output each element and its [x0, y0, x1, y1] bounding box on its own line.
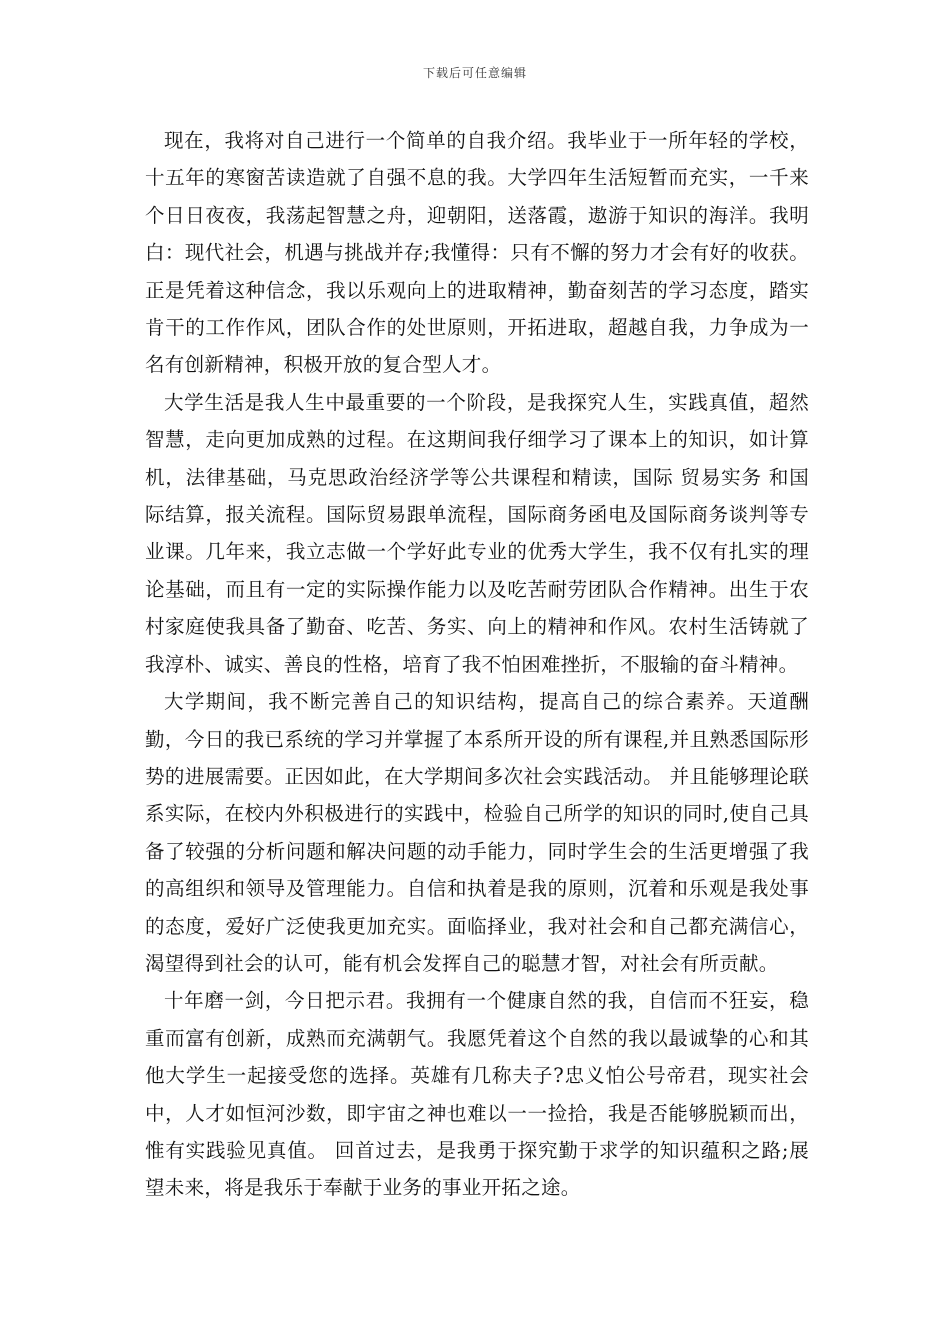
- page-header: 下载后可任意编辑: [422, 66, 527, 80]
- paragraph-3: 大学期间，我不断完善自己的知识结构，提高自己的综合素养。天道酬勤，今日的我已系统的学习并掌握了本系所开设的所有课程,并且熟悉国际形势的进展需要。正因如此，在大学期间多次社会实践活动。 并且能够理论联系实际，在校内外积极进行的实践中，检验自己所学的知识的同时,使自己具备了较强的分析问题和解决问题的动手能力，同时学生会的生活更增强了我的高组织和领导及管理能力。自信和执着是我的原则，沉着和乐观是我处事的态度，爱好广泛使我更加充实。面临择业，我对社会和自己都充满信心，渴望得到社会的认可，能有机会发挥自己的聪慧才智，对社会有所贡献。: [145, 690, 809, 975]
- paragraph-1: 现在，我将对自己进行一个简单的自我介绍。我毕业于一所年轻的学校，十五年的寒窗苦读造就了自强不息的我。大学四年生活短暂而充实，一千来个日日夜夜，我荡起智慧之舟，迎朝阳，送落霞，遨游于知识的海洋。我明白：现代社会，机遇与挑战并存;我懂得：只有不懈的努力才会有好的收获。正是凭着这种信念，我以乐观向上的进取精神，勤奋刻苦的学习态度，踏实肯干的工作作风，团队合作的处世原则，开拓进取，超越自我，力争成为一名有创新精神，积极开放的复合型人才。: [145, 129, 809, 377]
- document-body: [145, 122, 809, 1207]
- paragraph-2: 大学生活是我人生中最重要的一个阶段，是我探究人生，实践真值，超然智慧，走向更加成熟的过程。在这期间我仔细学习了课本上的知识，如计算机，法律基础，马克思政治经济学等公共课程和精读，国际 贸易实务 和国际结算，报关流程。国际贸易跟单流程，国际商务函电及国际商务谈判等专业课。几年来，我立志做一个学好此专业的优秀大学生，我不仅有扎实的理论基础，而且有一定的实际操作能力以及吃苦耐劳团队合作精神。出生于农村家庭使我具备了勤奋、吃苦、务实、向上的精神和作风。农村生活铸就了我淳朴、诚实、善良的性格，培育了我不怕困难挫折，不服输的奋斗精神。: [145, 390, 809, 676]
- paragraph-4: 十年磨一剑，今日把示君。我拥有一个健康自然的我，自信而不狂妄，稳重而富有创新，成熟而充满朝气。我愿凭着这个自然的我以最诚挚的心和其他大学生一起接受您的选择。英雄有几称夫子?忠义怕公号帝君，现实社会中，人才如恒河沙数，即宇宙之神也难以一一捡拾，我是否能够脱颖而出，惟有实践验见真值。 回首过去，是我勇于探究勤于求学的知识蕴积之路;展望未来，将是我乐于奉献于业务的事业开拓之途。: [145, 989, 809, 1200]
